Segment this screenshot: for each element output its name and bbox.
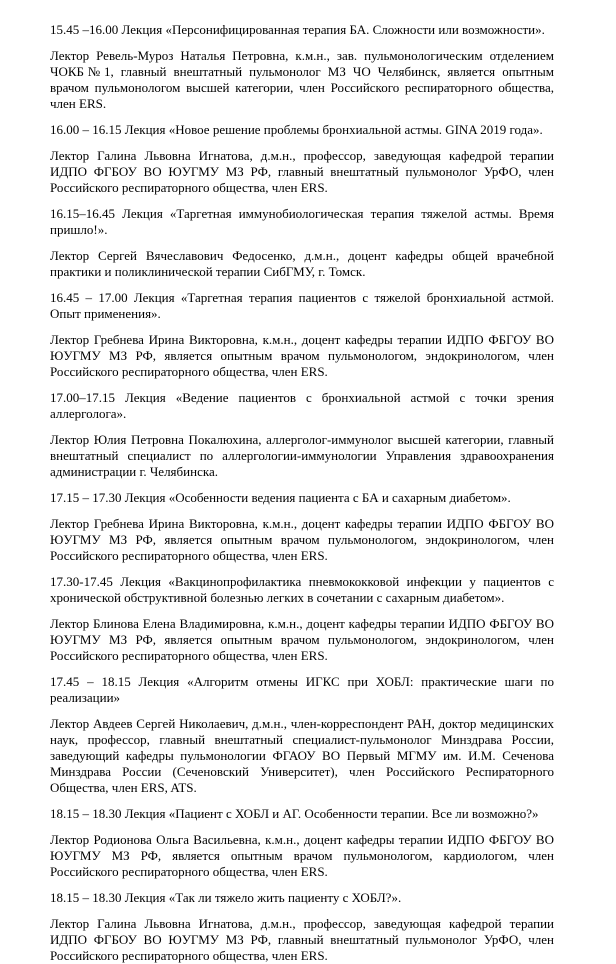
lecturer-paragraph-ignatova-1: Лектор Галина Львовна Игнатова, д.м.н., профессор, заведующая кафедрой терапии ИДПО ФГБОУ ВО ЮУГМУ МЗ РФ, главный внештатный пульмонолог УрФО, член Российского респираторного общества, член ERS. xyxy=(50,148,554,195)
lecture-time-paragraph-1745: 17.45 – 18.15 Лекция «Алгоритм отмены ИГКС при ХОБЛ: практические шаги по реализации» xyxy=(50,674,554,705)
lecture-time-paragraph-1730: 17.30-17.45 Лекция «Вакцинопрофилактика пневмококковой инфекции у пациентов с хронической обструктивной болезнью легких в сочетании с сахарным диабетом». xyxy=(50,574,554,605)
lecturer-paragraph-grebneva-1: Лектор Гребнева Ирина Викторовна, к.м.н., доцент кафедры терапии ИДПО ФБГОУ ВО ЮУГМУ МЗ РФ, является опытным врачом пульмонологом, эндокринологом, член Российского респираторного общества, член ERS. xyxy=(50,332,554,379)
lecture-time-paragraph-1600: 16.00 – 16.15 Лекция «Новое решение проблемы бронхиальной астмы. GINA 2019 года». xyxy=(50,122,543,137)
lecturer-paragraph-pokalyukhina: Лектор Юлия Петровна Покалюхина, аллерголог-иммунолог высшей категории, главный внештатный специалист по аллергологии-иммунологии Управления здравоохранения администрации г. Челябинска. xyxy=(50,432,554,479)
lecture-time-paragraph-1815-khobl-life: 18.15 – 18.30 Лекция «Так ли тяжело жить пациенту с ХОБЛ?». xyxy=(50,890,402,905)
lecture-time-paragraph-1545: 15.45 –16.00 Лекция «Персонифицированная терапия БА. Сложности или возможности». xyxy=(50,22,545,37)
lecture-time-paragraph-1815-khobl-ag: 18.15 – 18.30 Лекция «Пациент с ХОБЛ и АГ. Особенности терапии. Все ли возможно?» xyxy=(50,806,539,821)
lecture-time-paragraph-1700: 17.00–17.15 Лекция «Ведение пациентов с бронхиальной астмой с точки зрения аллерголога». xyxy=(50,390,554,421)
lecture-time-paragraph-1615: 16.15–16.45 Лекция «Таргетная иммунобиологическая терапия тяжелой астмы. Время пришло!». xyxy=(50,206,554,237)
lecturer-paragraph-revel-muroz: Лектор Ревель-Муроз Наталья Петровна, к.м.н., зав. пульмонологическим отделением ЧОКБ№1, главный внештатный пульмонолог МЗ ЧО Челябинск, является опытным врачом пульмонологом высшей категории, член Российского респираторного общества, член ERS. xyxy=(50,48,554,111)
lecturer-paragraph-fedosenko: Лектор Сергей Вячеславович Федосенко, д.м.н., доцент кафедры общей врачебной практики и поликлинической терапии СибГМУ, г. Томск. xyxy=(50,248,554,279)
lecturer-paragraph-blinova: Лектор Блинова Елена Владимировна, к.м.н., доцент кафедры терапии ИДПО ФБГОУ ВО ЮУГМУ МЗ РФ, является опытным врачом пульмонологом, эндокринологом, член Российского респираторного общества, член ERS. xyxy=(50,616,554,663)
lecture-time-paragraph-1645: 16.45 – 17.00 Лекция «Таргетная терапия пациентов с тяжелой бронхиальной астмой. Опыт применения». xyxy=(50,290,554,321)
lecturer-paragraph-ignatova-2: Лектор Галина Львовна Игнатова, д.м.н., профессор, заведующая кафедрой терапии ИДПО ФГБОУ ВО ЮУГМУ МЗ РФ, главный внештатный пульмонолог УрФО, член Российского респираторного общества, член ERS. xyxy=(50,916,554,963)
lecturer-paragraph-grebneva-2: Лектор Гребнева Ирина Викторовна, к.м.н., доцент кафедры терапии ИДПО ФБГОУ ВО ЮУГМУ МЗ РФ, является опытным врачом пульмонологом, эндокринологом, член Российского респираторного общества, член ERS. xyxy=(50,516,554,563)
lecture-time-paragraph-1715: 17.15 – 17.30 Лекция «Особенности ведения пациента с БА и сахарным диабетом». xyxy=(50,490,511,505)
lecturer-paragraph-rodionova: Лектор Родионова Ольга Васильевна, к.м.н., доцент кафедры терапии ИДПО ФБГОУ ВО ЮУГМУ МЗ РФ, является опытным врачом пульмонологом, кардиологом, член Российского респираторного общества, член ERS. xyxy=(50,832,554,879)
lecturer-paragraph-avdeev: Лектор Авдеев Сергей Николаевич, д.м.н., член-корреспондент РАН, доктор медицинских наук, профессор, главный внештатный специалист-пульмонолог Минздрава России, заведующий кафедры пульмонологии ФГАОУ ВО Первый МГМУ им. И.М. Сеченова Минздрава России (Сеченовский Университет), член Российского Респираторного Общества, член ERS, ATS. xyxy=(50,716,554,795)
